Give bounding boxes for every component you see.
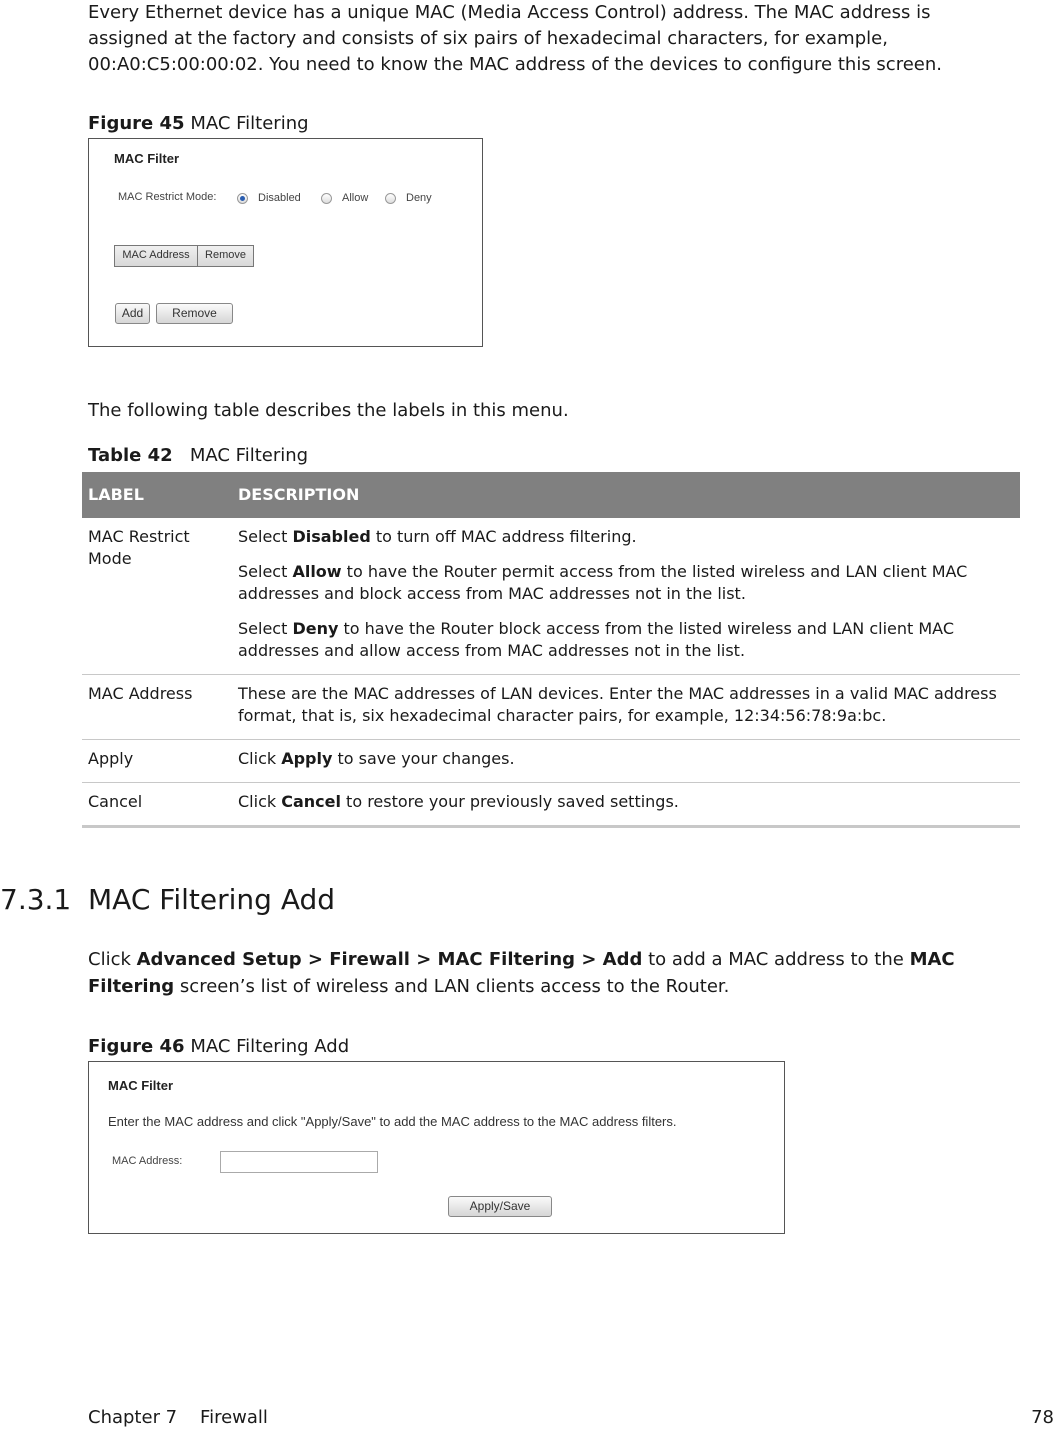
figure-46-screenshot [88,1061,785,1234]
add-button[interactable]: Add [115,303,150,324]
description-paragraph: Select Allow to have the Router permit access from the listed wireless and LAN client MAC addresses and block access from MAC addresses not in the list. [238,562,968,603]
deny-radio[interactable] [385,193,396,204]
description-table [82,472,1020,828]
table-intro-text: The following table describes the labels in this menu. [88,400,569,421]
table-header-row [82,472,1020,518]
table-row [82,675,1020,740]
table-42-caption [88,444,308,468]
row-label: Cancel [82,783,232,827]
label-column-header: LABEL [82,472,232,518]
figure-46-caption [88,1035,349,1059]
section-paragraph: Click Advanced Setup > Firewall > MAC Filtering > Add to add a MAC address to the MAC Filtering screen’s list of wireless and LAN clients access to the Router. [88,949,955,997]
menu-path: Advanced Setup > Firewall > MAC Filtering > Add [136,949,643,970]
figure-45-screenshot [88,138,483,347]
row-description [232,783,1020,827]
row-label: Apply [82,740,232,783]
section-heading [0,882,71,918]
apply-save-button[interactable]: Apply/Save [448,1196,552,1217]
description-paragraph: Click Apply to save your changes. [238,749,515,768]
footer-chapter [88,1406,268,1430]
description-paragraph: Select Deny to have the Router block access from the listed wireless and LAN client MAC addresses and allow access from MAC addresses not in the list. [238,619,955,660]
description-paragraph: Click Cancel to restore your previously saved settings. [238,792,679,811]
row-description [232,675,1020,740]
table-42-label: Table 42 [88,445,173,466]
table-row [82,783,1020,827]
disabled-option-label: Disabled [258,192,301,204]
description-column-header: DESCRIPTION [232,472,1020,518]
row-label: MAC Restrict Mode [82,518,232,675]
instruction-text: Enter the MAC address and click "Apply/Save" to add the MAC address to the MAC address filters. [108,1114,677,1129]
description-paragraph: Select Disabled to turn off MAC address filtering. [238,527,637,546]
mac-filter-header: MAC Filter [114,151,179,166]
intro-paragraph: Every Ethernet device has a unique MAC (Media Access Control) address. The MAC address is assigned at the factory and consists of six pairs of hexadecimal characters, for example, 00:A0:C5:00:00:02. You need to know the MAC address of the devices to configure this screen. [88,2,942,75]
description-paragraph: These are the MAC addresses of LAN devices. Enter the MAC addresses in a valid MAC address format, that is, six hexadecimal character pairs, for example, 12:34:56:78:9a:bc. [238,684,997,725]
mac-restrict-mode-label: MAC Restrict Mode: [118,191,217,203]
figure-45-label: Figure 45 [88,113,185,134]
remove-column-header: Remove [197,245,254,267]
table-row [82,740,1020,783]
figure-45-title: MAC Filtering [190,113,309,134]
remove-button[interactable]: Remove [156,303,233,324]
row-description [232,740,1020,783]
mac-filter-header: MAC Filter [108,1078,173,1093]
deny-option-label: Deny [406,192,432,204]
row-label: MAC Address [82,675,232,740]
figure-46-title: MAC Filtering Add [190,1036,350,1057]
allow-radio[interactable] [321,193,332,204]
chapter-number: Chapter 7 [88,1407,178,1428]
section-title: MAC Filtering Add [88,883,336,916]
figure-45-caption [88,112,309,136]
row-description [232,518,1020,675]
mac-address-input[interactable] [220,1151,378,1173]
allow-option-label: Allow [342,192,369,204]
table-42-title: MAC Filtering [189,445,309,466]
section-number: 7.3.1 [0,883,72,916]
table-row [82,518,1020,675]
page-number: 78 [1031,1407,1054,1428]
screen-name: MAC Filtering [88,949,955,997]
mac-address-field-label: MAC Address: [112,1155,183,1167]
chapter-title: Firewall [200,1407,268,1428]
figure-46-label: Figure 46 [88,1036,185,1057]
disabled-radio[interactable] [237,193,248,204]
mac-address-column-header: MAC Address [114,245,198,267]
